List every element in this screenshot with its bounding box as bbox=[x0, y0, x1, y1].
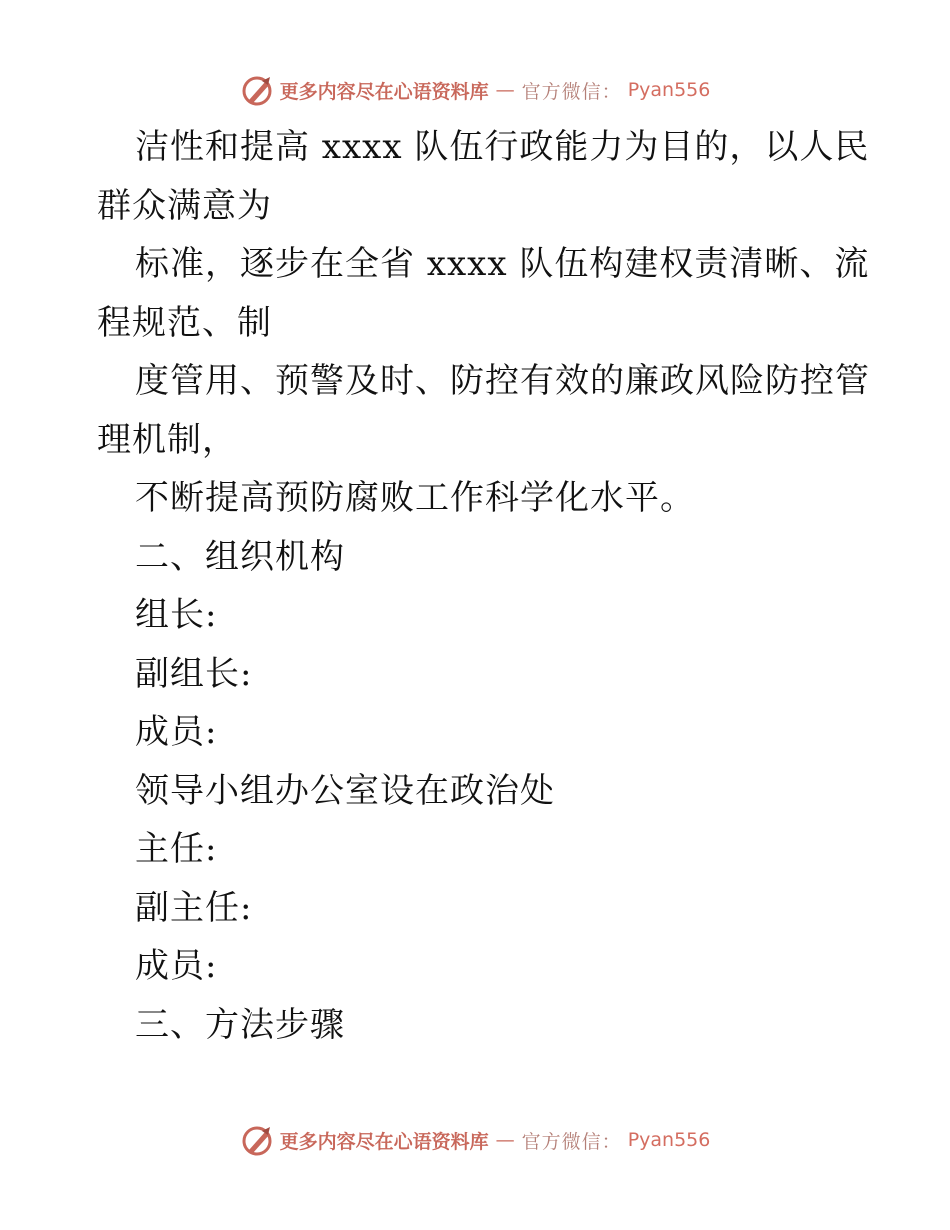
body-line: 程规范、制 bbox=[97, 302, 272, 343]
header-banner bbox=[0, 70, 950, 110]
body-line: 主任: bbox=[135, 829, 218, 869]
body-line: 不断提高预防腐败工作科学化水平。 bbox=[135, 478, 695, 518]
body-line: 群众满意为 bbox=[97, 185, 272, 226]
banner-dash: — bbox=[495, 1129, 515, 1151]
banner-title: 更多内容尽在心语资料库 bbox=[279, 80, 489, 103]
body-line: 副主任: bbox=[135, 887, 253, 928]
body-line: 理机制， bbox=[97, 419, 237, 460]
pen-logo-icon bbox=[240, 73, 274, 107]
body-line: 标准，逐步在全省 xxxx 队伍构建权责清晰、流 bbox=[135, 244, 870, 284]
body-line: 成员: bbox=[135, 946, 218, 986]
banner-wechat-id: Pyan556 bbox=[627, 79, 711, 101]
body-line: 领导小组办公室设在政治处 bbox=[135, 770, 555, 811]
banner-dash: — bbox=[495, 79, 515, 101]
body-line: 洁性和提高 xxxx 队伍行政能力为目的，以人民 bbox=[135, 127, 870, 167]
body-line: 成员: bbox=[135, 712, 218, 752]
pen-logo-icon bbox=[240, 1123, 274, 1157]
banner-wechat-id: Pyan556 bbox=[627, 1129, 711, 1151]
document-body bbox=[97, 118, 870, 1054]
footer-banner bbox=[0, 1120, 950, 1160]
body-line: 度管用、预警及时、防控有效的廉政风险防控管 bbox=[135, 361, 870, 401]
body-line: 组长: bbox=[135, 595, 218, 635]
section-heading: 二、组织机构 bbox=[135, 536, 345, 577]
body-line: 副组长: bbox=[135, 653, 253, 694]
banner-wechat-label: 官方微信： bbox=[521, 80, 622, 103]
banner-title: 更多内容尽在心语资料库 bbox=[279, 1130, 489, 1153]
banner-wechat-label: 官方微信： bbox=[521, 1130, 622, 1153]
section-heading: 三、方法步骤 bbox=[135, 1004, 345, 1045]
